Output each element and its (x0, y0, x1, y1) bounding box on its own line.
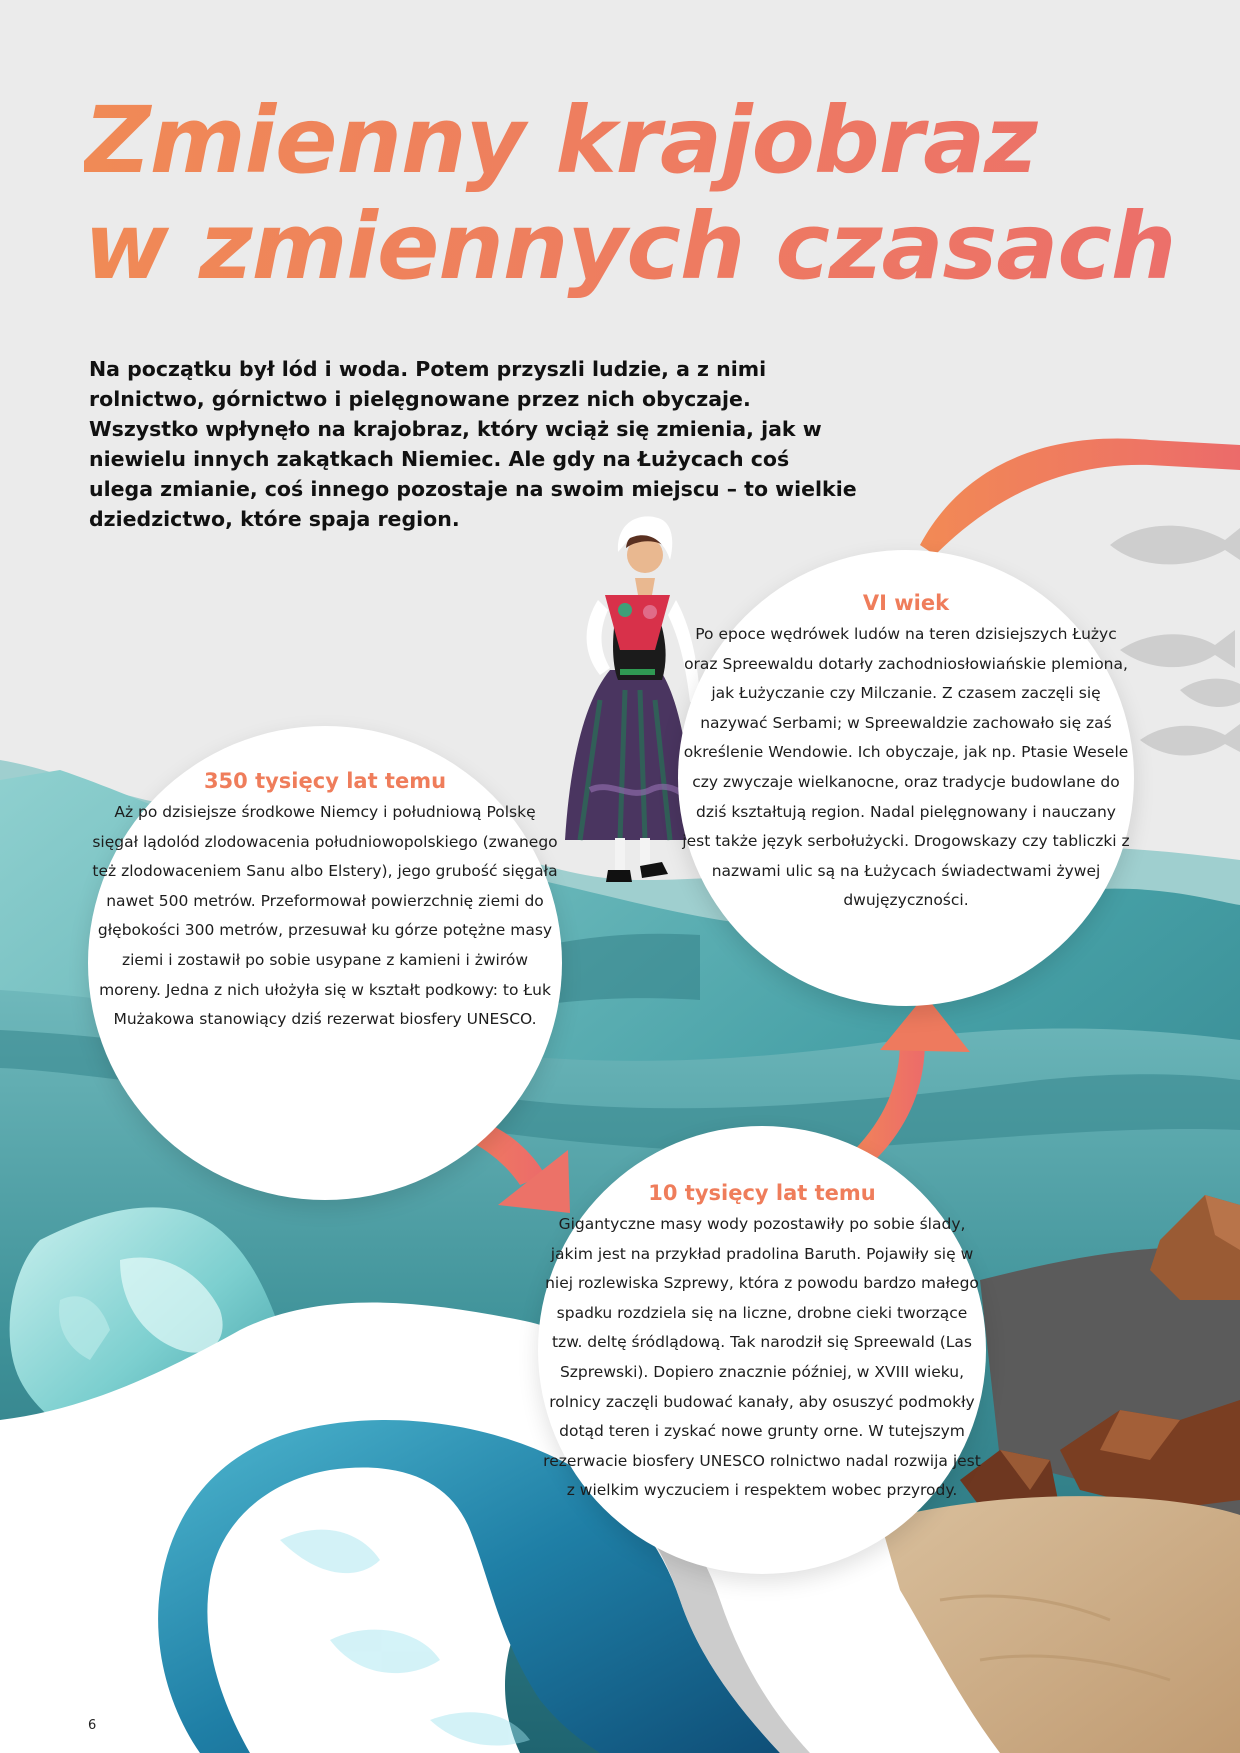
timeline-text: Po epoce wędrówek ludów na teren dzisiejszych Łużyc oraz Spreewaldu dotarły zachodniosłowiańskie plemiona, jak Łużyczanie czy Milczanie. Z czasem zaczęli się nazywać Serbami; w Spreewaldzie zachowało się zaś określenie Wendowie. Ich obyczaje, jak np. Ptasie Wesele czy zwyczaje wielkanocne, oraz tradycje budowlane do dziś kształtują region. Nadal pielęgnowany i nauczany jest także język serbołużycki. Drogowskazy czy tabliczki z nazwami ulic są na Łużycach świadectwami żywej dwujęzyczności. (682, 625, 1130, 910)
intro-paragraph: Na początku był lód i woda. Potem przyszli ludzie, a z nimi rolnictwo, górnictwo i pielęgnowane przez nich obyczaje. Wszystko wpłynęło na krajobraz, który wciąż się zmienia, jak w niewielu innych zakątkach Niemiec. Ale gdy na Łużycach coś ulega zmianie, coś innego pozostaje na swoim miejscu – to wielkie dziedzictwo, które spaja region. (89, 357, 857, 531)
timeline-heading: 10 tysięcy lat temu (648, 1181, 876, 1205)
timeline-bubble-6th-century (678, 550, 1134, 1006)
timeline-heading: 350 tysięcy lat temu (203, 769, 447, 793)
timeline-text: Gigantyczne masy wody pozostawiły po sobie ślady, jakim jest na przykład pradolina Baruth. Pojawiły się w niej rozlewiska Szprewy, która z powodu bardzo małego spadku rozdziela się na liczne, drobne cieki tworzące tzw. deltę śródlądową. Tak narodził się Spreewald (Las Szprewski). Dopiero znacznie później, w XVIII wieku, rolnicy zaczęli budować kanały, aby osuszyć podmokły dotąd teren i zyskać nowe grunty orne. W tutejszym rezerwacie biosfery UNESCO rolnictwo nadal rozwija jest z wielkim wyczuciem i respektem wobec przyrody. (543, 1215, 981, 1500)
page-title-line-1: Zmienny krajobraz (84, 87, 1037, 194)
timeline-text: Aż po dzisiejsze środkowe Niemcy i południową Polskę sięgał lądolód zlodowacenia południowopolskiego (zwanego też zlodowaceniem Sanu albo Elstery), jego grubość sięgała nawet 500 metrów. Przeformował powierzchnię ziemi do głębokości 300 metrów, przesuwał ku górze potężne masy ziemi i zostawił po sobie usypane z kamieni i żwirów moreny. Jedna z nich ułożyła się w kształt podkowy: to Łuk Mużakowa stanowiący dziś rezerwat biosfery UNESCO. (92, 803, 558, 1029)
timeline-bubble-10k (538, 1126, 986, 1574)
page-title-line-2: w zmiennych czasach (84, 193, 1176, 300)
page-number: 6 (88, 1718, 97, 1733)
timeline-bubble-350k (88, 726, 562, 1200)
page-title (84, 88, 1184, 300)
timeline-heading: VI wiek (862, 591, 950, 615)
